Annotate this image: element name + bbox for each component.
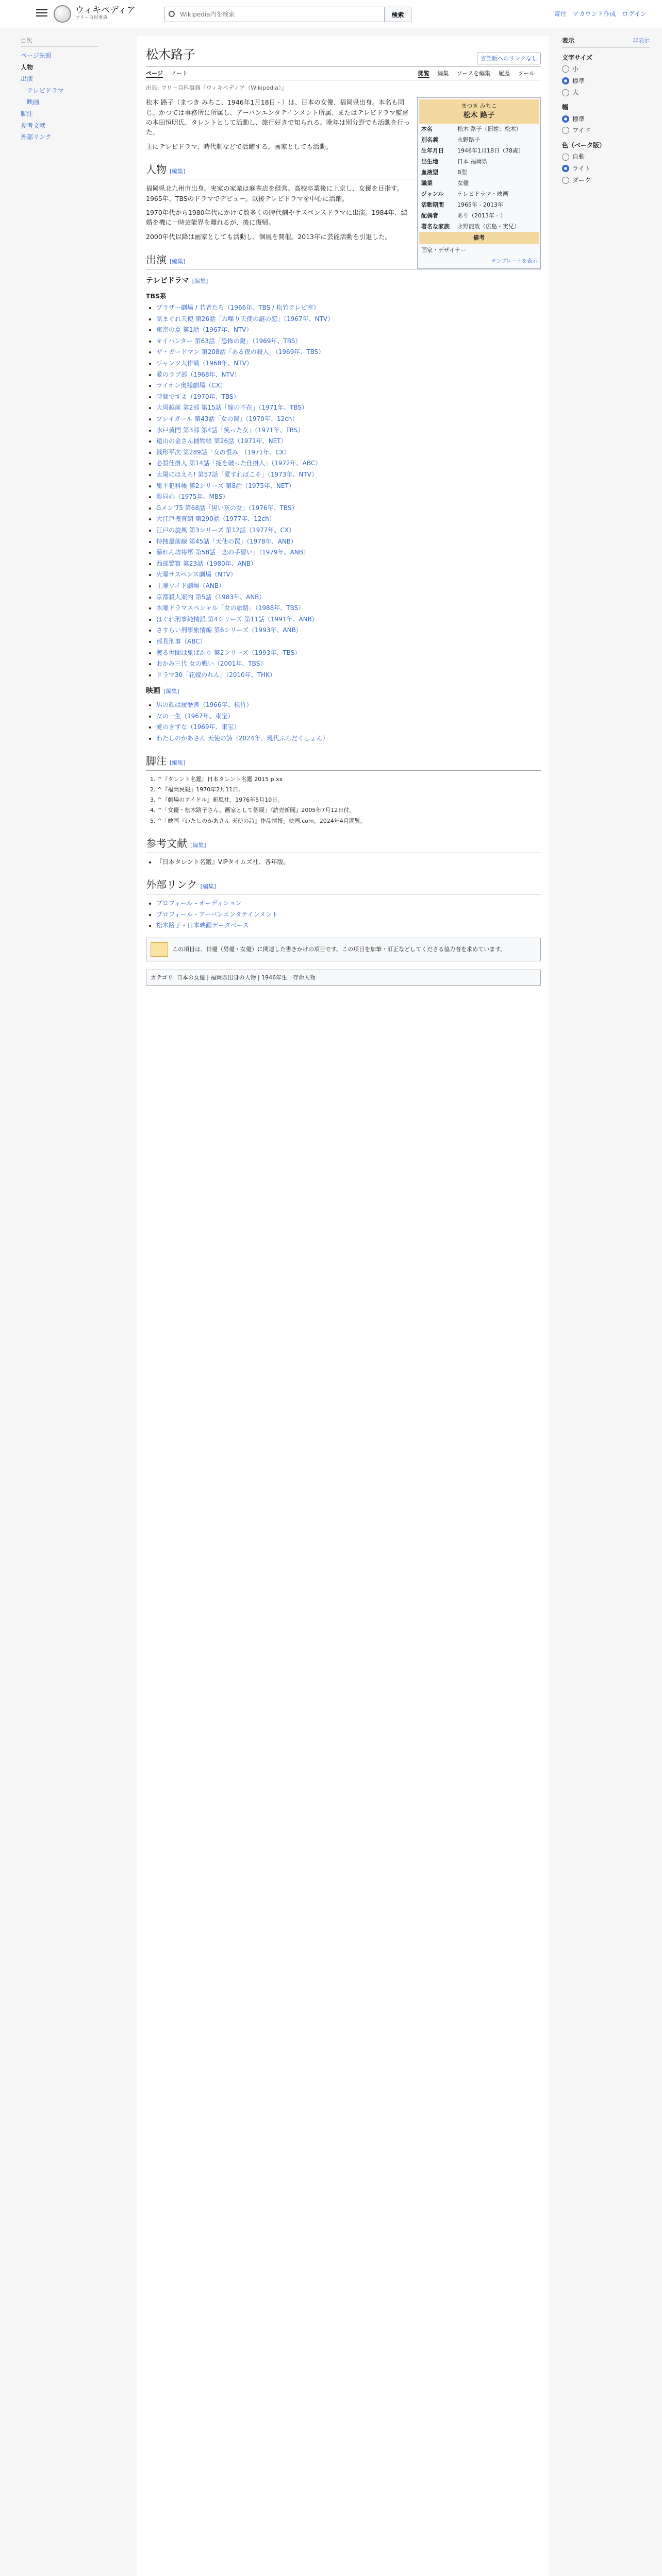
film-item [156,711,541,721]
search-button[interactable]: 検索 [385,7,411,22]
text-size-options [562,64,650,97]
external-link-item [156,921,541,930]
radio-label: ワイド [572,127,591,134]
infobox-name: 松木 路子 [463,111,495,120]
tv-item [156,481,541,491]
infobox-key: 著名な家族 [421,223,450,230]
infobox-row [419,210,539,221]
note-item [157,775,541,784]
width-label: 幅 [562,103,569,111]
radio-label: 標準 [572,77,585,84]
external-link-item-text[interactable]: 松木路子 - 日本映画データベース [156,922,249,929]
tv-item-text[interactable]: 渡る世間は鬼ばかり 第2シリーズ（1993年、TBS） [156,649,301,656]
tv-item [156,581,541,591]
tv-item-text[interactable]: 暴れん坊将軍 第58話「恋の手習い」（1979年、ANB） [156,549,310,556]
film-item-text[interactable]: 女の一生（1967年、東宝） [156,712,234,720]
language-button[interactable]: 言語版へのリンクなし [477,53,541,64]
infobox-key: ジャンル [421,191,444,198]
toc-item-links[interactable] [21,131,98,143]
section-heading-notes [146,753,541,771]
film-item [156,734,541,743]
width-options [562,114,650,135]
tv-item [156,381,541,391]
film-item [156,722,541,732]
width-option[interactable] [562,114,650,124]
subsection-heading-film [146,686,541,697]
tv-item [156,592,541,602]
tv-item-text[interactable]: 西部警察 第23話（1980年、ANB） [156,560,257,567]
tv-item [156,426,541,435]
infobox-row [419,134,539,145]
site-logo[interactable] [54,3,141,25]
external-link-item-text[interactable]: プロフィール - オーディション [156,900,242,907]
subsection-heading-tv [146,276,541,287]
tv-item-text[interactable]: おかみ三代 女の戦い（2001年、TBS） [156,660,267,668]
heading-text: テレビドラマ [146,277,189,285]
tv-item [156,659,541,669]
note-item [157,785,541,794]
logo-title: ウィキペディア [75,5,136,16]
toc-heading: 目次 [21,36,98,47]
color-option[interactable] [562,152,650,162]
film-item [156,700,541,710]
note-item-text: ^「映画『わたしのかあさん 天使の詩』作品情報」映画.com。2024年4月閲覧。 [157,817,366,824]
tab-tools[interactable]: ツール [518,70,535,77]
template-link[interactable]: テンプレートを表示 [491,258,537,264]
logo-subtitle: フリー百科事典 [75,15,108,21]
tv-item [156,559,541,569]
film-item-text[interactable]: 男の顔は履歴書（1966年、松竹） [156,701,253,708]
film-item-text[interactable]: 愛のきずな（1969年、東宝） [156,723,240,731]
article-source-note: 出典: フリー百科事典『ウィキペディア（Wikipedia）』 [146,84,287,92]
heading-text: 映画 [146,687,160,696]
tv-item-text[interactable]: 影同心（1975年、MBS） [156,493,229,501]
tv-item [156,503,541,513]
stub-notice [146,938,541,961]
radio-icon[interactable] [562,127,569,134]
notes-list [157,775,541,825]
tv-item [156,414,541,424]
heading-text: 外部リンク [146,878,197,891]
note-item [157,795,541,804]
toc-item-refs[interactable] [21,120,98,132]
tv-item-text[interactable]: 土曜ワイド劇場（ANB） [156,582,225,589]
tv-item [156,392,541,402]
external-link-item [156,899,541,908]
infobox-key: 生年月日 [421,147,444,155]
infobox-furigana: まつき みちこ [461,103,497,110]
edit-section-link[interactable]: [編集] [163,688,179,695]
page-tabs [146,67,541,80]
tv-item [156,303,541,313]
infobox-value: 永野路子 [457,137,480,144]
radio-label: 小 [572,65,579,73]
tv-item [156,570,541,580]
infobox-value: B型 [457,169,467,176]
tv-item-text[interactable]: 必殺仕掛人 第14話「掟を破った仕掛人」（1972年、ABC） [156,460,322,467]
tv-item-text[interactable]: 太陽にほえろ! 第57話「愛すればこそ」（1973年、NTV） [156,471,318,478]
tv-item-text[interactable]: ドラマ30「花嫁のれん」（2010年、THK） [156,671,276,679]
film-item-text[interactable]: わたしのかあさん 天使の詩（2024年、現代ぷろだくしょん） [156,734,329,742]
note-item-text: ^『タレント名鑑』日本タレント名鑑 2015 p.xx [157,776,283,783]
note-item-text: ^『福岡民報』1970年2月11日。 [157,786,244,793]
infobox-note: 画家・デザイナー [421,246,467,253]
intro-paragraph-2: 主にテレビドラマ、時代劇などで活躍する。画家としても活動。 [146,142,333,150]
edit-section-link[interactable]: [編集] [170,759,186,767]
tv-item-text[interactable]: 気まぐれ天使 第26話「お喋り天使の謎の恋」（1967年、NTV） [156,315,334,323]
toc-link[interactable]: 映画 [27,98,40,106]
tv-item-text[interactable]: 水曜ドラマスペシャル「女の旅路」（1988年、TBS） [156,604,305,612]
radio-icon[interactable] [562,165,569,172]
radio-icon[interactable] [562,65,569,73]
toc-link[interactable]: テレビドラマ [27,87,64,94]
tv-item [156,615,541,624]
panel-hide-button[interactable]: 非表示 [633,37,650,44]
person-paragraph: 1970年代から1980年代にかけて数多くの時代劇やサスペンスドラマに出演。1984年、結婚を機に一時芸能界を離れるが、後に復帰。 [146,208,408,227]
panel-title: 表示 [562,37,575,44]
toc-item-film[interactable] [21,96,98,108]
tv-item [156,492,541,502]
text-size-label: 文字サイズ [562,54,593,61]
tab-page[interactable]: ページ [146,70,163,77]
tv-network-heading: TBS系 [146,292,167,300]
tv-item [156,470,541,480]
tv-item-text[interactable]: 東京の夏 第1話（1967年、NTV） [156,326,253,334]
heading-text: 脚注 [146,755,167,768]
tv-item [156,548,541,557]
user-links [554,9,647,19]
login-link[interactable]: ログイン [622,10,647,18]
note-item [157,817,541,825]
tv-item [156,436,541,446]
infobox-value: 日本 福岡県 [457,158,488,165]
infobox-row [419,156,539,167]
width-option[interactable] [562,126,650,135]
tv-item-text[interactable]: 特捜最前線 第45話「天使の罠」（1978年、ANB） [156,537,297,545]
tv-item-text[interactable]: 愛のラブ部（1968年、NTV） [156,370,241,378]
stub-text: この項目は、俳優（男優・女優）に関連した書きかけの項目です。この項目を加筆・訂正などしてくださる協力者を求めています。 [172,946,506,953]
heading-text: 人物 [146,163,167,176]
category-box[interactable]: カテゴリ: 日本の女優 | 福岡県出身の人物 | 1946年生 | 存命人物 [146,970,541,986]
radio-label: 自動 [572,153,585,161]
tv-item [156,459,541,468]
tv-item-text[interactable]: 水戸黄門 第3部 第4話「笑った女」（1971年、TBS） [156,426,304,434]
stub-icon [151,942,168,957]
toc-link[interactable]: ページ先頭 [21,52,52,60]
tv-item [156,359,541,368]
section-heading-links [146,877,541,894]
toc-link[interactable]: 脚注 [21,110,34,118]
infobox-key: 活動期間 [421,201,444,209]
ref-item-text: 『日本タレント名鑑』VIPタイムズ社、各年版。 [156,858,290,866]
color-option[interactable] [562,164,650,174]
infobox [417,97,541,269]
edit-section-link[interactable]: [編集] [200,883,217,890]
toc-item-tv[interactable] [21,85,98,97]
tv-item-text[interactable]: 江戸の旋風 第3シリーズ 第12話（1977年、CX） [156,526,295,534]
toc-link[interactable]: 人物 [21,63,34,71]
tv-list [156,303,541,680]
edit-section-link[interactable]: [編集] [170,258,186,265]
infobox-key: 職業 [421,180,433,187]
tv-item-text[interactable]: プレイガール 第43話「女の罠」（1970年、12ch） [156,415,299,423]
person-paragraph: 2000年代以降は画家としても活動し、個展を開催。2013年に芸能活動を引退した。 [146,232,392,241]
tv-item-text[interactable]: はぐれ刑事純情派 第4シリーズ 第11話（1991年、ANB） [156,615,318,623]
external-link-item [156,910,541,920]
tab-read[interactable]: 閲覧 [418,70,429,77]
radio-label: 標準 [572,115,585,123]
search-icon [169,11,175,17]
article-content [137,36,549,2576]
toc-link[interactable]: 参考文献 [21,122,46,129]
ref-item [156,857,541,867]
tv-item-text[interactable]: 鬼平犯科帳 第2シリーズ 第8話（1975年、NET） [156,482,295,489]
intro-paragraph: 松木 路子（まつき みちこ、1946年1月18日 - ）は、日本の女優、福岡県出身。本名も同じ。かつては事務所に所属し、アーバンエンタテインメント所属、またはテレビドラマ監督の本田恒明氏、タレントとして活動し、旅行好きで知られる。晩年は別分野でも活動を行った。 [146,98,410,137]
tv-item-text[interactable]: Gメン'75 第68話「黒い灰の女」（1976年、TBS） [156,504,298,512]
infobox-key: 本名 [421,126,433,133]
tv-item [156,370,541,380]
tv-item [156,514,541,524]
person-paragraph: 福岡県北九州市出身。実家の家業は麻雀店を経営。高校卒業後に上京し、女優を目指す。1965年、TBSのドラマでデビュー。以後テレビドラマを中心に活躍。 [146,184,404,202]
color-options [562,152,650,185]
tv-item-text[interactable]: 京都殺人案内 第5話（1983年、ANB） [156,593,266,601]
edit-section-link[interactable]: [編集] [192,278,208,285]
tv-item-text[interactable]: 銭形平次 第289話「女の恨み」（1971年、CX） [156,448,290,456]
infobox-value: テレビドラマ・映画 [457,191,508,198]
tv-item-text[interactable]: 遠山の金さん捕物帳 第26話（1971年、NET） [156,437,287,445]
toc-link[interactable]: 外部リンク [21,133,52,141]
tv-item [156,325,541,335]
tv-item-text[interactable]: 時間ですよ（1970年、TBS） [156,393,240,400]
create-account-link[interactable]: アカウント作成 [572,10,616,18]
note-item [157,806,541,815]
tv-item [156,347,541,357]
toc-item-top[interactable] [21,50,98,62]
infobox-row [419,145,539,156]
infobox-value: 永野龍政（広島・実兄） [457,223,520,230]
main-menu-icon[interactable] [36,7,47,19]
toc-item-appearances[interactable] [21,73,98,85]
donate-link[interactable]: 寄付 [554,10,567,18]
heading-text: 出演 [146,253,167,266]
panel-header [562,36,650,48]
text-size-option[interactable] [562,76,650,86]
tv-item-text[interactable]: ジャンツ大作戦（1968年、NTV） [156,360,253,367]
tv-item [156,648,541,658]
infobox-table [419,124,539,232]
note-item-text: ^「女優・松木路子さん、画家として個展」『読売新聞』2005年7月12日付。 [157,807,355,814]
tab-edit[interactable]: 編集 [437,70,449,77]
tv-item [156,314,541,324]
tv-item [156,526,541,535]
infobox-value: 松木 路子（旧姓：松木） [457,126,522,133]
infobox-key: 血液型 [421,169,438,176]
toc-item-person[interactable] [21,62,98,74]
tv-item-text[interactable]: 部長刑事（ABC） [156,637,206,645]
tv-item-text[interactable]: ザ・ガードマン 第208話「ある夜の殺人」（1969年、TBS） [156,348,325,356]
tab-talk[interactable]: ノート [171,70,188,77]
section-heading-refs [146,836,541,853]
tv-item [156,637,541,647]
radio-label: 大 [572,89,579,96]
infobox-row [419,167,539,178]
infobox-row [419,221,539,232]
infobox-value: あり（2013年 - ） [457,212,506,219]
film-list [156,700,541,743]
infobox-key: 出生地 [421,158,438,165]
text-size-option[interactable] [562,88,650,97]
infobox-header [419,99,539,124]
infobox-row [419,189,539,199]
search-input[interactable] [164,7,385,22]
refs-list [156,857,541,867]
tv-item-text[interactable]: 大江戸捜査網 第290話（1977年、12ch） [156,515,275,523]
page-title: 松木路子 [146,47,195,62]
infobox-row [419,199,539,210]
infobox-row [419,124,539,134]
color-label: 色（ベータ版） [562,141,606,149]
edit-section-link[interactable]: [編集] [170,168,186,175]
radio-label: ライト [572,164,591,172]
external-links-list [156,899,541,930]
tv-item-text[interactable]: キイハンター 第63話「恐怖の鍵」（1969年、TBS） [156,337,302,345]
tv-item-text[interactable]: さすらい刑事旅情編 第6シリーズ（1993年、ANB） [156,626,302,634]
search-form [164,7,411,22]
radio-label: ダーク [572,176,591,184]
tv-item [156,603,541,613]
edit-section-link[interactable]: [編集] [190,841,206,849]
infobox-row [419,178,539,189]
site-header [0,0,662,28]
external-link-item-text[interactable]: プロフィール - アーバンエンタテインメント [156,910,278,918]
tab-history[interactable]: 履歴 [498,70,510,77]
note-item-text: ^『劇場のアイドル』新風社、1976年5月10日。 [157,796,284,804]
tv-item [156,448,541,457]
tv-item-text[interactable]: ライオン奥様劇場（CX） [156,382,226,389]
radio-icon[interactable] [562,89,569,96]
text-size-option[interactable] [562,64,650,74]
infobox-value: 女優 [457,180,469,187]
radio-icon[interactable] [562,115,569,123]
infobox-key: 別名義 [421,137,438,144]
radio-icon[interactable] [562,154,569,161]
tv-item [156,537,541,547]
infobox-key: 配偶者 [421,212,438,219]
tv-item [156,670,541,680]
toc-sidebar [21,36,98,143]
toc-item-notes[interactable] [21,108,98,120]
toc-link[interactable]: 出演 [21,75,34,83]
tab-edit-source[interactable]: ソースを編集 [456,70,491,77]
appearance-panel [562,36,650,187]
tv-item-text[interactable]: ブラザー劇場 / 若者たち（1966年、TBS / 松竹テレビ室） [156,304,320,312]
heading-text: 参考文献 [146,837,187,850]
infobox-value: 1946年1月18日（78歳） [457,147,524,155]
radio-icon[interactable] [562,177,569,184]
tv-item [156,403,541,413]
radio-icon[interactable] [562,77,569,84]
color-option[interactable] [562,176,650,185]
wikipedia-globe-icon [54,5,71,23]
tv-item [156,625,541,635]
tv-item-text[interactable]: 火曜サスペンス劇場（NTV） [156,571,237,579]
tv-item-text[interactable]: 大岡越前 第2部 第15話「嫁の不在」（1971年、TBS） [156,404,308,412]
infobox-section: 備考 [419,232,539,244]
infobox-value: 1965年 - 2013年 [457,201,503,209]
page-title-row [146,45,541,67]
tv-item [156,336,541,346]
